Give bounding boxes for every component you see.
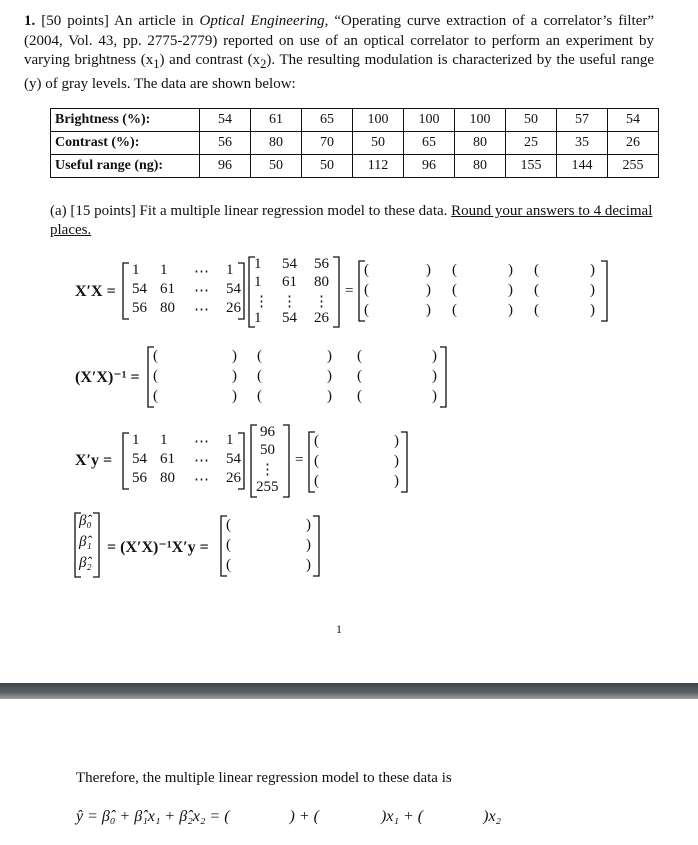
table-cell: 155 <box>506 155 557 178</box>
matrix-entry: β̂₁ <box>79 534 92 550</box>
table-cell: 65 <box>302 109 353 132</box>
table-cell: 80 <box>455 155 506 178</box>
beta-expression: = (X′X)⁻¹X′y = <box>107 539 209 556</box>
matrix-entry: ⋯ <box>194 283 209 299</box>
close-paren: ) <box>432 368 437 384</box>
matrix-entry: ⋯ <box>194 434 209 450</box>
journal-name: Optical Engineering <box>199 13 325 29</box>
xtx-inverse-label: (X′X)⁻¹ = <box>75 369 140 386</box>
matrix-brackets <box>308 431 408 493</box>
matrix-entry: ⋯ <box>194 302 209 318</box>
open-paren: ( <box>534 302 539 318</box>
xt-matrix-2 <box>122 432 245 490</box>
open-paren: ( <box>153 348 158 364</box>
matrix-entry: 54 <box>226 281 241 297</box>
matrix-entry: 1 <box>132 432 140 448</box>
open-paren: ( <box>153 388 158 404</box>
table-cell: 50 <box>251 155 302 178</box>
table-cell: 80 <box>455 132 506 155</box>
close-paren: ) <box>426 302 431 318</box>
table-row <box>51 155 659 178</box>
close-paren: ) <box>508 282 513 298</box>
equals-sign: = <box>345 283 354 299</box>
matrix-entry: ⋮ <box>314 294 329 310</box>
open-paren: ( <box>364 282 369 298</box>
open-paren: ( <box>364 302 369 318</box>
open-paren: ( <box>452 262 457 278</box>
matrix-entry: 61 <box>160 451 175 467</box>
open-paren: ( <box>226 557 231 573</box>
close-paren: ) <box>232 348 237 364</box>
close-paren: ) <box>426 282 431 298</box>
row-label: Brightness (%): <box>51 109 200 132</box>
equals-sign-2: = <box>295 452 304 468</box>
open-paren: ( <box>257 368 262 384</box>
table-cell: 96 <box>404 155 455 178</box>
open-paren: ( <box>314 433 319 449</box>
matrix-entry: β̂₀ <box>79 513 92 529</box>
open-paren: ( <box>357 348 362 364</box>
beta-answer-vector <box>220 515 320 577</box>
matrix-entry: 1 <box>132 262 140 278</box>
matrix-entry: 54 <box>132 451 147 467</box>
table-cell: 57 <box>557 109 608 132</box>
matrix-entry: 1 <box>254 274 262 290</box>
matrix-entry: 56 <box>132 470 147 486</box>
matrix-brackets <box>147 346 447 408</box>
open-paren: ( <box>226 517 231 533</box>
open-paren: ( <box>314 473 319 489</box>
table-cell: 80 <box>251 132 302 155</box>
matrix-entry: 255 <box>256 479 279 495</box>
rounding-instruction: Round your answers to 4 decimal places. <box>50 203 653 238</box>
matrix-brackets <box>220 515 320 577</box>
y-vector <box>250 424 290 498</box>
matrix-entry: 80 <box>160 470 175 486</box>
table-cell: 50 <box>302 155 353 178</box>
matrix-entry: 54 <box>132 281 147 297</box>
open-paren: ( <box>153 368 158 384</box>
close-paren: ) <box>327 388 332 404</box>
x-matrix <box>248 256 340 328</box>
open-paren: ( <box>357 388 362 404</box>
close-paren: ) <box>590 282 595 298</box>
matrix-entry: 61 <box>282 274 297 290</box>
page-separator <box>0 683 698 699</box>
table-cell: 61 <box>251 109 302 132</box>
close-paren: ) <box>327 348 332 364</box>
problem-statement: 1. [50 points] An article in Optical Engineering, “Operating curve extraction of a correlator’s filter” (2004, Vol. 43, pp. 2775-2779) reported on use of an optical correlator to perform an experiment by varying brightness $(x_1)$ and contrast $(x_2)$. The resulting modulation is characterized by the useful range (y) of gray levels. The data are shown below: <box>24 13 655 92</box>
table-cell: 100 <box>353 109 404 132</box>
matrix-entry: ⋮ <box>260 462 275 478</box>
beta-vector <box>74 512 100 578</box>
close-paren: ) <box>394 453 399 469</box>
matrix-entry: 54 <box>226 451 241 467</box>
matrix-entry: 1 <box>226 432 234 448</box>
close-paren: ) <box>394 433 399 449</box>
close-paren: ) <box>426 262 431 278</box>
matrix-entry: 1 <box>160 262 168 278</box>
matrix-entry: 1 <box>254 256 262 272</box>
close-paren: ) <box>508 302 513 318</box>
close-paren: ) <box>508 262 513 278</box>
close-paren: ) <box>590 262 595 278</box>
table-cell: 56 <box>200 132 251 155</box>
matrix-entry: ⋯ <box>194 264 209 280</box>
xty-label: X′y = <box>75 452 113 469</box>
table-cell: 70 <box>302 132 353 155</box>
close-paren: ) <box>327 368 332 384</box>
matrix-entry: ⋯ <box>194 472 209 488</box>
matrix-entry: 56 <box>314 256 329 272</box>
matrix-entry: 80 <box>314 274 329 290</box>
xtx-label: X′X = <box>75 283 116 300</box>
close-paren: ) <box>590 302 595 318</box>
final-regression-equation: ŷ = β̂₀ + β̂₁x₁ + β̂₂x₂ = ( ) + ( )x₁ + ( )x₂ <box>76 808 502 825</box>
table-cell: 112 <box>353 155 404 178</box>
open-paren: ( <box>357 368 362 384</box>
close-paren: ) <box>306 517 311 533</box>
xtx-answer-matrix <box>358 260 608 322</box>
close-paren: ) <box>232 368 237 384</box>
table-cell: 50 <box>353 132 404 155</box>
close-paren: ) <box>306 557 311 573</box>
matrix-entry: β̂₂ <box>79 555 92 571</box>
open-paren: ( <box>257 388 262 404</box>
matrix-entry: 1 <box>160 432 168 448</box>
close-paren: ) <box>306 537 311 553</box>
table-cell: 25 <box>506 132 557 155</box>
matrix-entry: 26 <box>226 300 241 316</box>
table-cell: 35 <box>557 132 608 155</box>
open-paren: ( <box>257 348 262 364</box>
conclusion-text: Therefore, the multiple linear regression model to these data is <box>76 770 452 786</box>
xtx-inverse-answer-matrix <box>147 346 447 408</box>
table-cell: 26 <box>608 132 659 155</box>
open-paren: ( <box>452 282 457 298</box>
table-cell: 144 <box>557 155 608 178</box>
table-cell: 54 <box>200 109 251 132</box>
open-paren: ( <box>534 262 539 278</box>
close-paren: ) <box>394 473 399 489</box>
matrix-entry: 1 <box>226 262 234 278</box>
table-cell: 96 <box>200 155 251 178</box>
table-row <box>51 132 659 155</box>
problem-number: 1. <box>24 13 36 29</box>
close-paren: ) <box>432 348 437 364</box>
xty-answer-vector <box>308 431 408 493</box>
table-cell: 65 <box>404 132 455 155</box>
open-paren: ( <box>226 537 231 553</box>
table-cell: 100 <box>455 109 506 132</box>
open-paren: ( <box>314 453 319 469</box>
page-number: 1 <box>336 622 342 636</box>
close-paren: ) <box>432 388 437 404</box>
row-label: Useful range (ng): <box>51 155 200 178</box>
matrix-entry: 50 <box>260 442 275 458</box>
matrix-entry: 61 <box>160 281 175 297</box>
open-paren: ( <box>534 282 539 298</box>
data-table <box>50 108 659 178</box>
open-paren: ( <box>452 302 457 318</box>
table-cell: 54 <box>608 109 659 132</box>
matrix-entry: ⋯ <box>194 453 209 469</box>
matrix-entry: 80 <box>160 300 175 316</box>
matrix-entry: 56 <box>132 300 147 316</box>
matrix-entry: 26 <box>314 310 329 326</box>
matrix-entry: ⋮ <box>282 294 297 310</box>
matrix-entry: 96 <box>260 424 275 440</box>
matrix-entry: 54 <box>282 310 297 326</box>
xt-matrix <box>122 262 245 320</box>
table-cell: 255 <box>608 155 659 178</box>
part-a-prompt: (a) [15 points] Fit a multiple linear regression model to these data. Round your answers to 4 decimal places. <box>50 203 653 238</box>
row-label: Contrast (%): <box>51 132 200 155</box>
matrix-entry: ⋮ <box>254 294 269 310</box>
matrix-entry: 26 <box>226 470 241 486</box>
open-paren: ( <box>364 262 369 278</box>
table-cell: 50 <box>506 109 557 132</box>
close-paren: ) <box>232 388 237 404</box>
matrix-brackets <box>358 260 608 322</box>
matrix-entry: 1 <box>254 310 262 326</box>
table-cell: 100 <box>404 109 455 132</box>
table-row <box>51 109 659 132</box>
matrix-entry: 54 <box>282 256 297 272</box>
